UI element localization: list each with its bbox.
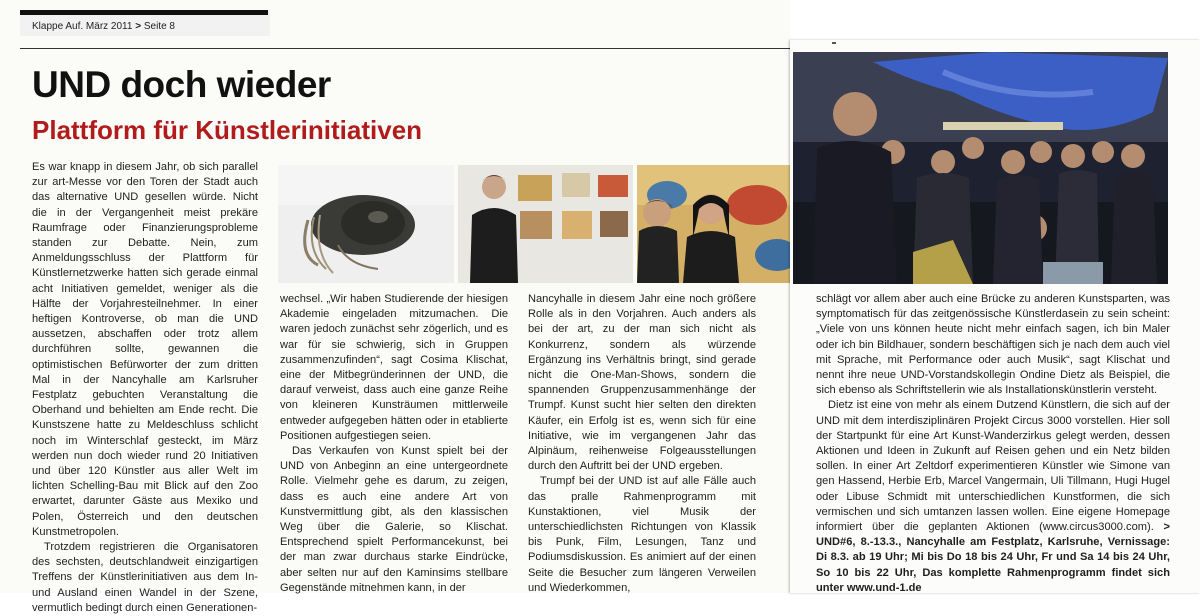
subheadline: Plattform für Künstlerinitiativen (32, 115, 423, 145)
women-image (637, 165, 790, 283)
text-column-2 (280, 292, 508, 594)
photo-sculpture (278, 165, 454, 283)
photo-crowd (793, 52, 1168, 284)
page-number: Seite 8 (143, 21, 175, 32)
sculpture-image (278, 165, 454, 283)
page-header (20, 10, 270, 36)
paragraph: schlägt vor allem aber auch eine Brücke zu anderen Kunstsparten, was symptomatisch für das zeitgenössische Künstlerdasein zu sein scheint: „Viele von uns können heute nicht mehr einfach sagen, ich bin Maler oder ich bin Bildhauer, sondern beschäftigen sich je nach dem auch viel mit Sprache, mit Performance oder auch Musik“, sagt Klischat und nennt ihre neue UND-Vorstandskollegin Ondine Dietz als Beispiel, die sich ebenso als Schriftstellerin wie als Installationskünstlerin versteht. (816, 293, 1170, 397)
photo-two-women (637, 165, 790, 283)
paragraph (816, 398, 1170, 596)
separator-arrow: > (135, 21, 142, 32)
info-arrow: > (1163, 521, 1170, 534)
text-column-4 (816, 292, 1170, 594)
page-mark (832, 42, 836, 44)
paragraph: Das Verkaufen von Kunst spielt bei der UND von Anbeginn an eine untergeordnete Rolle. Vielmehr gehe es darum, zu zeigen, dass es auch eine andere Art von Kunstvermittlung gibt, als den klassischen Weg über die Galerie, so Klischat. Entsprechend spielt Performancekunst, bei der man zwar durchaus starke Eindrücke, aber selten nur auf den Kaminsims stellbare Gegenstände mitnehmen kann, in der (280, 445, 508, 594)
gallery-image (458, 165, 633, 283)
paragraph: Trumpf bei der UND ist auf alle Fälle auch das pralle Rahmenprogramm mit Kunstaktionen, viel Musik der unterschiedlichsten Richtungen von Klassik bis Punk, Film, Lesungen, Tanz und Podiumsdiskussion. Es animiert auf der einen Seite die Besucher zum längeren Verweilen und Wiederkommen, (528, 475, 756, 594)
top-divider (20, 48, 790, 49)
paragraph: Es war knapp in diesem Jahr, ob sich parallel zur art-Messe vor den Toren der Stadt auch das alternative UND gesellen würde. Nicht die in der Vergangenheit meist prekäre Raumfrage oder Finanzierungsprobleme standen zur Debatte. Nein, zum Anmeldungsschluss der Plattform für Künstlernetzwerke hatten sich gerade einmal acht Initiativen gemeldet, weniger als die Hälfte der Vorjahresteilnehmer. In einer heftigen Kontroverse, ob man die UND aussetzen, abschaffen oder trotz allem durchführen sollte, gewannen die optimistischen Befürworter der zum dritten Mal in der Nancyhalle am Karlsruher Festplatz gebuchten Veranstaltung die Oberhand und behielten am Ende recht. Die Kunstszene hatte zu Meldeschluss schlicht noch im Winterschlaf gesteckt, im März werden nun doch wieder rund 20 Initiativen und über 120 Künstler aus aller Welt im lichten Schelling-Bau mit Blick auf den Zoo erwartet, darunter Gäste aus Mexiko und Polen, Österreich und den deutschen Kunstmetropolen. (32, 161, 258, 538)
header-text (32, 21, 175, 32)
paragraph: Trotzdem registrieren die Organisatoren des sechsten, deutschlandweit einzigartigen Treffens der Künstlerinitiativen aus dem In- und Ausland einen Wandel in der Szene, vermutlich bedingt durch einen Generationen- (32, 541, 258, 614)
paragraph: wechsel. „Wir haben Studierende der hiesigen Akademie eingeladen mitzumachen. Die waren jedoch zunächst sehr zögerlich, und es war für sie schwierig, sich in Gruppen zusammenzufinden“, sagt Cosima Klischat, eine der Mitbegründerinnen der UND, die darauf verweist, dass auch eine ganze Reihe von kleineren Kunsträumen mittlerweile entweder aufgegeben hätten oder in etablierte Positionen aufgestiegen seien. (280, 293, 508, 442)
paragraph-text: Dietz ist eine von mehr als einem Dutzend Künstlern, die sich auf der UND mit dem interdisziplinären Projekt Circus 3000 vorstellen. Hier soll der Startpunkt für eine Art Kunst-Wanderzirkus gelegt werden, dessen Aktionen und Ideen in Zukunft auf Reisen gehen und ein Netz bilden sollen. In einer Art Zeltdorf experimentieren Künstler wie Simone van gen Hassend, Herbie Erb, Marcel Vangermain, Uli Tillmann, Hugi Hugel oder Libuse Schmidt mit unterschiedlichen Kunstformen, die sich vermischen und sich umtanzen lassen wollen. Eine eigene Homepage informiert über die geplanten Aktionen (www.circus3000.com). (816, 399, 1170, 534)
crowd-image (793, 52, 1168, 284)
headline: UND doch wieder (32, 64, 331, 105)
text-column-3 (528, 292, 756, 594)
paragraph: Nancyhalle in diesem Jahr eine noch größere Rolle als in den Vorjahren. Auch anders als bei der art, zu der man sich nicht als Konkurrenz, sondern als würzende Ergänzung ins Verhältnis bringt, sind gerade nicht die One-Man-Shows, sondern die spannenden Gruppenzusammenhänge der Trumpf. Kunst sucht hier selten den direkten Käufer, ein Erfolg ist es, wenn sich für eine Initiative, wie im vergangenen Jahr das Alpinäum, reihenweise Folgeausstellungen durch den Auftritt bei der UND ergeben. (528, 293, 756, 473)
text-column-1 (32, 160, 258, 614)
photo-gallery-visitor (458, 165, 633, 283)
issue-label: Klappe Auf. März 2011 (32, 21, 133, 32)
header-rule (20, 10, 268, 15)
event-info: UND#6, 8.-13.3., Nancyhalle am Festplatz, Karlsruhe, Vernissage: Di 8.3. ab 19 Uhr; Mi bis Do 18 bis 24 Uhr, Fr und Sa 14 bis 24 Uhr, So 10 bis 22 Uhr, Das komplette Rahmenprogramm findet sich unter www.und-1.de (816, 536, 1170, 594)
